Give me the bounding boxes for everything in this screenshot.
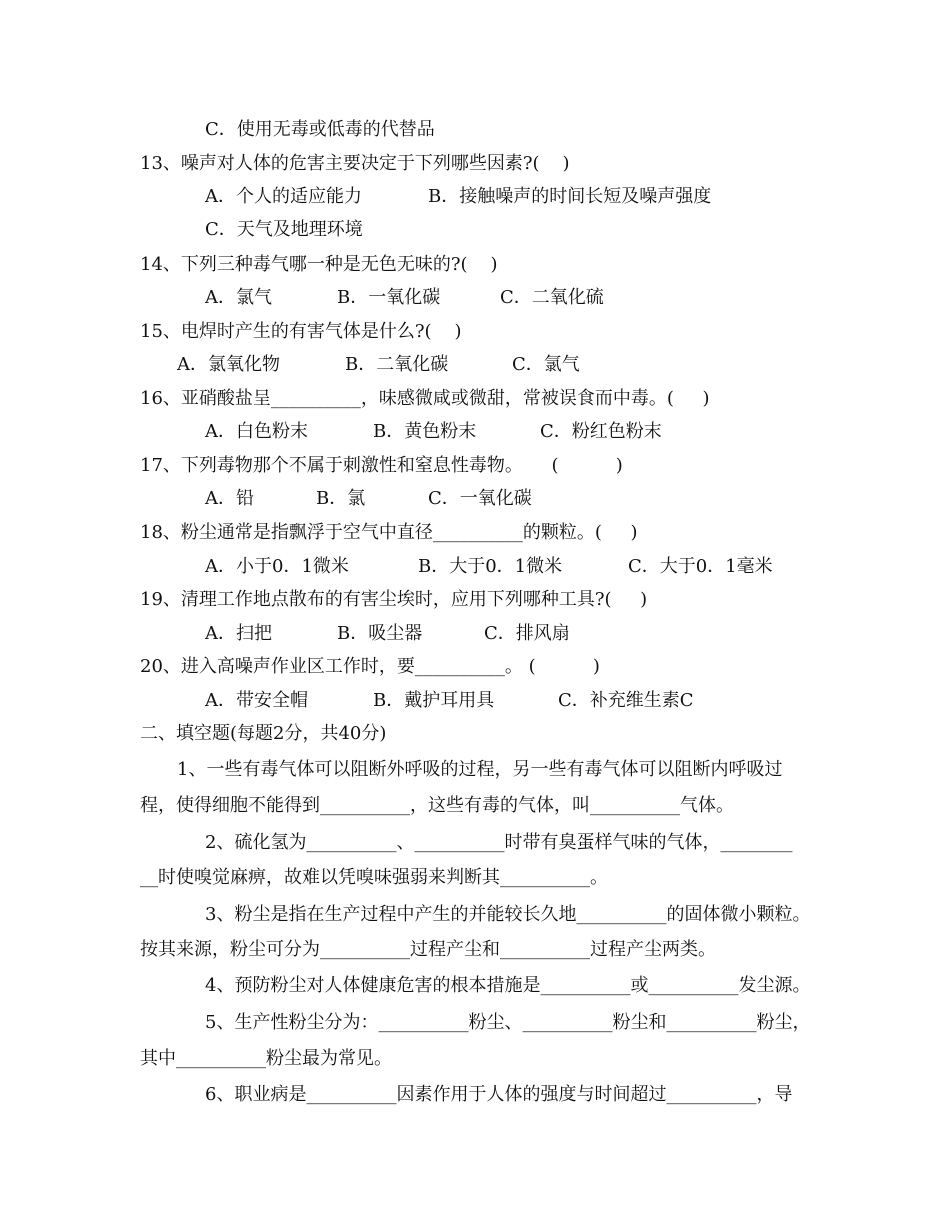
q16-option-a: A．白色粉末 [205, 421, 308, 442]
q19-option-a: A．扫把 [205, 623, 272, 644]
q13-option-a: A．个人的适应能力 [205, 186, 362, 207]
q17-option-c: C．一氧化碳 [428, 488, 532, 509]
q14-option-b: B．一氧化碳 [337, 287, 441, 308]
q12-option-c: C．使用无毒或低毒的代替品 [205, 119, 435, 140]
q17-option-a: A．铅 [205, 488, 254, 509]
q13-option-b: B．接触噪声的时间长短及噪声强度 [428, 186, 712, 207]
q20-option-a: A．带安全帽 [205, 690, 308, 711]
fill-question-3-line-1: 3、粉尘是指在生产过程中产生的并能较长久地__________的固体微小颗粒。 [205, 904, 811, 925]
q18-option-a: A．小于0．1微米 [205, 556, 349, 577]
q17-option-b: B．氯 [316, 488, 366, 509]
fill-question-5-line-1: 5、生产性粉尘分为：__________粉尘、__________粉尘和__________粉尘， [205, 1012, 811, 1033]
q15-stem: 15、电焊时产生的有害气体是什么?( ) [140, 321, 462, 342]
q18-option-c: C．大于0．1毫米 [628, 556, 773, 577]
q19-option-c: C．排风扇 [484, 623, 570, 644]
q14-option-c: C．二氧化硫 [500, 287, 604, 308]
fill-question-5-line-2: 其中__________粉尘最为常见。 [140, 1048, 392, 1069]
q19-stem: 19、清理工作地点散布的有害尘埃时，应用下列哪种工具?( ) [140, 589, 648, 610]
q16-option-b: B．黄色粉末 [373, 421, 477, 442]
q16-stem: 16、亚硝酸盐呈__________，味感微咸或微甜，常被误食而中毒。( ) [140, 388, 710, 409]
fill-question-4-line-1: 4、预防粉尘对人体健康危害的根本措施是__________或__________发尘源。 [205, 975, 811, 996]
fill-question-2-line-1: 2、硫化氢为__________、__________时带有臭蛋样气味的气体，________ [205, 832, 793, 853]
q19-option-b: B．吸尘器 [337, 623, 423, 644]
q17-stem: 17、下列毒物那个不属于刺激性和窒息性毒物。 ( ) [140, 455, 623, 476]
section-heading-fill-in: 二、填空题(每题2分，共40分) [140, 723, 387, 744]
q16-option-c: C．粉红色粉末 [540, 421, 662, 442]
q20-option-b: B．戴护耳用具 [373, 690, 495, 711]
q13-option-c: C．天气及地理环境 [205, 219, 363, 240]
fill-question-1-line-1: 1、一些有毒气体可以阻断外呼吸的过程，另一些有毒气体可以阻断内呼吸过 [177, 759, 783, 780]
fill-question-1-line-2: 程，使得细胞不能得到__________，这些有毒的气体，叫__________气体。 [140, 795, 734, 816]
q15-option-c: C．氯气 [512, 354, 580, 375]
q14-option-a: A．氯气 [205, 287, 272, 308]
fill-question-6-line-1: 6、职业病是__________因素作用于人体的强度与时间超过__________，导 [205, 1084, 793, 1105]
q20-stem: 20、进入高噪声作业区工作时，要__________。 ( ) [140, 656, 600, 677]
fill-question-3-line-2: 按其来源，粉尘可分为__________过程产尘和__________过程产尘两类。 [140, 939, 716, 960]
q15-option-b: B．二氧化碳 [345, 354, 449, 375]
q20-option-c: C．补充维生素C [558, 690, 694, 711]
q18-option-b: B．大于0．1微米 [418, 556, 563, 577]
fill-question-2-line-2: __时使嗅觉麻痹，故难以凭嗅味强弱来判断其__________。 [140, 867, 608, 888]
q13-stem: 13、噪声对人体的危害主要决定于下列哪些因素?( ) [140, 153, 570, 174]
q14-stem: 14、下列三种毒气哪一种是无色无味的?( ) [140, 254, 498, 275]
q15-option-a: A．氯氧化物 [177, 354, 280, 375]
q18-stem: 18、粉尘通常是指飘浮于空气中直径__________的颗粒。( ) [140, 522, 638, 543]
